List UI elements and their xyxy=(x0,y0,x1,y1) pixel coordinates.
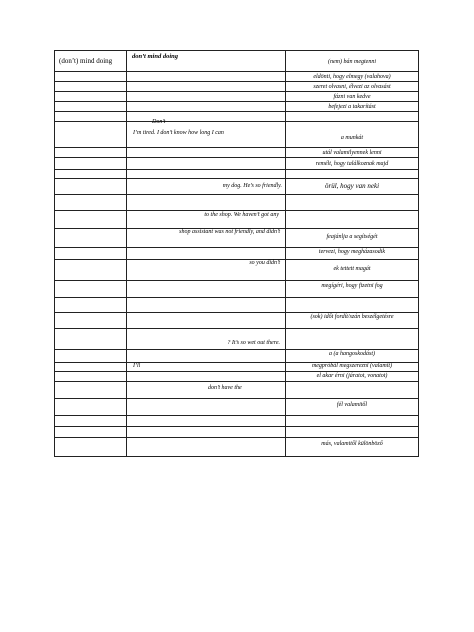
column-border xyxy=(126,50,127,456)
middle-cell: I’m tired. I don’t know how long I can xyxy=(133,130,224,136)
right-cell: ek tettett magát xyxy=(333,266,371,272)
row-border xyxy=(54,157,419,158)
row-border xyxy=(54,178,419,179)
right-cell: tervezi, hogy megházasodik xyxy=(318,249,386,255)
row-border xyxy=(54,50,419,51)
right-cell: befejezi a takarítást xyxy=(328,104,376,110)
right-cell: örül, hogy van neki xyxy=(324,182,380,190)
row-border xyxy=(54,280,419,281)
right-cell: utál valamilyennek lenni xyxy=(322,150,382,156)
row-border xyxy=(54,71,419,72)
row-border xyxy=(54,312,419,313)
row-border xyxy=(54,426,419,427)
row-border xyxy=(54,147,419,148)
row-border xyxy=(54,297,419,298)
middle-cell: my dog. He’s so friendly. xyxy=(222,183,282,189)
row-border xyxy=(54,121,419,122)
right-cell: a (a hangoskodást) xyxy=(329,351,375,357)
middle-cell: Don’t xyxy=(152,119,166,125)
right-cell: fázni van kedve xyxy=(333,94,371,100)
right-cell: más, valamitől különböző xyxy=(321,441,383,447)
header-col2: don’t mind doing xyxy=(132,53,178,60)
right-cell: fél valamitől xyxy=(336,402,368,408)
row-border xyxy=(54,210,419,211)
right-cell: megpróbál megszerezni (valamit) xyxy=(311,363,393,369)
right-cell: (sok) időt fordít/szán beszélgetésre xyxy=(310,314,394,320)
column-border xyxy=(54,50,55,456)
header-col1: (don’t) mind doing xyxy=(59,57,113,65)
row-border xyxy=(54,169,419,170)
row-border xyxy=(54,247,419,248)
middle-cell: to the shop. We haven’t got any xyxy=(204,212,279,218)
row-border xyxy=(54,381,419,382)
row-border xyxy=(54,398,419,399)
row-border xyxy=(54,456,419,457)
row-border xyxy=(54,91,419,92)
middle-cell: I’ll xyxy=(133,363,141,369)
row-border xyxy=(54,349,419,350)
middle-cell: shop assistant was not friendly, and didn’t xyxy=(179,229,280,235)
right-cell: remélt, hogy találkoznak majd xyxy=(315,161,389,167)
row-border xyxy=(54,101,419,102)
right-cell: eldönti, hogy elmegy (valahova) xyxy=(313,74,391,80)
right-cell: feajánlja a segítségét xyxy=(326,234,378,240)
worksheet-table xyxy=(54,50,419,456)
middle-cell: so you didn’t xyxy=(249,260,280,266)
row-border xyxy=(54,371,419,372)
row-border xyxy=(54,81,419,82)
middle-cell: ? It’s so wet out there. xyxy=(227,340,280,346)
row-border xyxy=(54,328,419,329)
row-border xyxy=(54,194,419,195)
header-col3: (nem) bán megtenni xyxy=(328,59,376,65)
row-border xyxy=(54,415,419,416)
right-cell: el akar érni (járatot, vonatot) xyxy=(316,373,388,379)
row-border xyxy=(54,111,419,112)
middle-cell: don’t have the xyxy=(208,385,242,391)
row-border xyxy=(54,437,419,438)
right-cell: a munkát xyxy=(340,135,364,141)
right-cell: szeret olvasni, élvezi az olvasást xyxy=(313,84,391,90)
right-cell: megígéri, hogy fizetni fog xyxy=(321,283,383,289)
